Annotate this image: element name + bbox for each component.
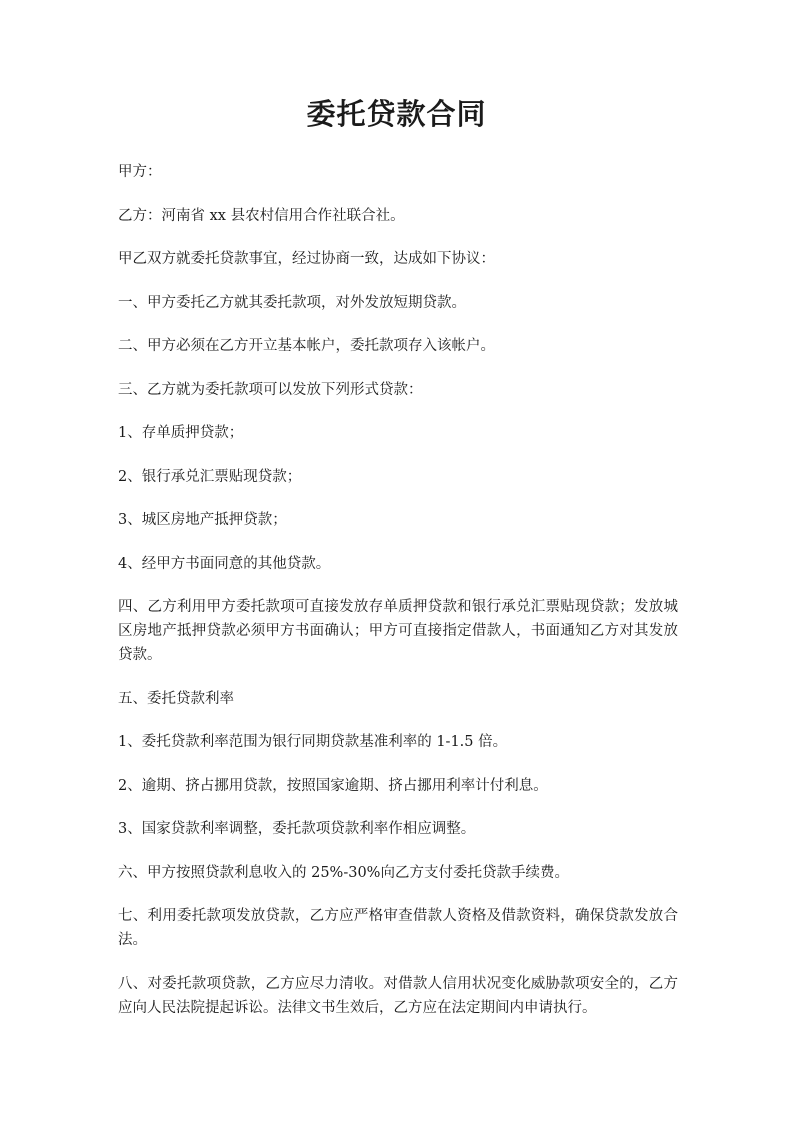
paragraph-clause-6: 六、甲方按照贷款利息收入的 25%-30%向乙方支付委托贷款手续费。 [118,864,569,881]
paragraph-clause-3-item-3: 3、城区房地产抵押贷款； [118,512,287,528]
document-body [118,160,678,1039]
paragraph-clause-1: 一、甲方委托乙方就其委托款项，对外发放短期贷款。 [118,294,466,311]
paragraph-clause-3-item-1: 1、存单质押贷款； [118,425,244,441]
paragraph-clause-3-item-4: 4、经甲方书面同意的其他贷款。 [118,555,331,572]
paragraph-clause-5: 五、委托贷款利率 [118,690,234,707]
paragraph-clause-3: 三、乙方就为委托款项可以发放下列形式贷款： [118,381,423,398]
paragraph-clause-5-item-1: 1、委托贷款利率范围为银行同期贷款基准利率的 1-1.5 倍。 [118,734,508,750]
paragraph-clause-5-item-3: 3、国家贷款利率调整，委托款项贷款利率作相应调整。 [118,821,476,837]
paragraph-clause-4: 四、乙方利用甲方委托款项可直接发放存单质押贷款和银行承兑汇票贴现贷款；发放城区房地产抵押贷款必须甲方书面确认；甲方可直接指定借款人，书面通知乙方对其发放贷款。 [118,599,678,663]
paragraph-clause-5-item-2: 2、逾期、挤占挪用贷款，按照国家逾期、挤占挪用利率计付利息。 [118,777,548,794]
paragraph-agreement-intro: 甲乙双方就委托贷款事宜，经过协商一致，达成如下协议： [118,251,495,267]
paragraph-party-b: 乙方：河南省 xx 县农村信用合作社联合社。 [118,207,405,224]
paragraph-clause-3-item-2: 2、银行承兑汇票贴现贷款； [118,468,302,485]
paragraph-party-a: 甲方： [118,164,162,180]
document-title: 委托贷款合同 [306,97,487,131]
paragraph-clause-2: 二、甲方必须在乙方开立基本帐户，委托款项存入该帐户。 [118,338,495,354]
paragraph-clause-7: 七、利用委托款项发放贷款，乙方应严格审查借款人资格及借款资料，确保贷款发放合法。 [118,908,678,948]
paragraph-clause-8: 八、对委托款项贷款，乙方应尽力清收。对借款人信用状况变化威胁款项安全的，乙方应向人民法院提起诉讼。法律文书生效后，乙方应在法定期间内申请执行。 [118,975,678,1016]
